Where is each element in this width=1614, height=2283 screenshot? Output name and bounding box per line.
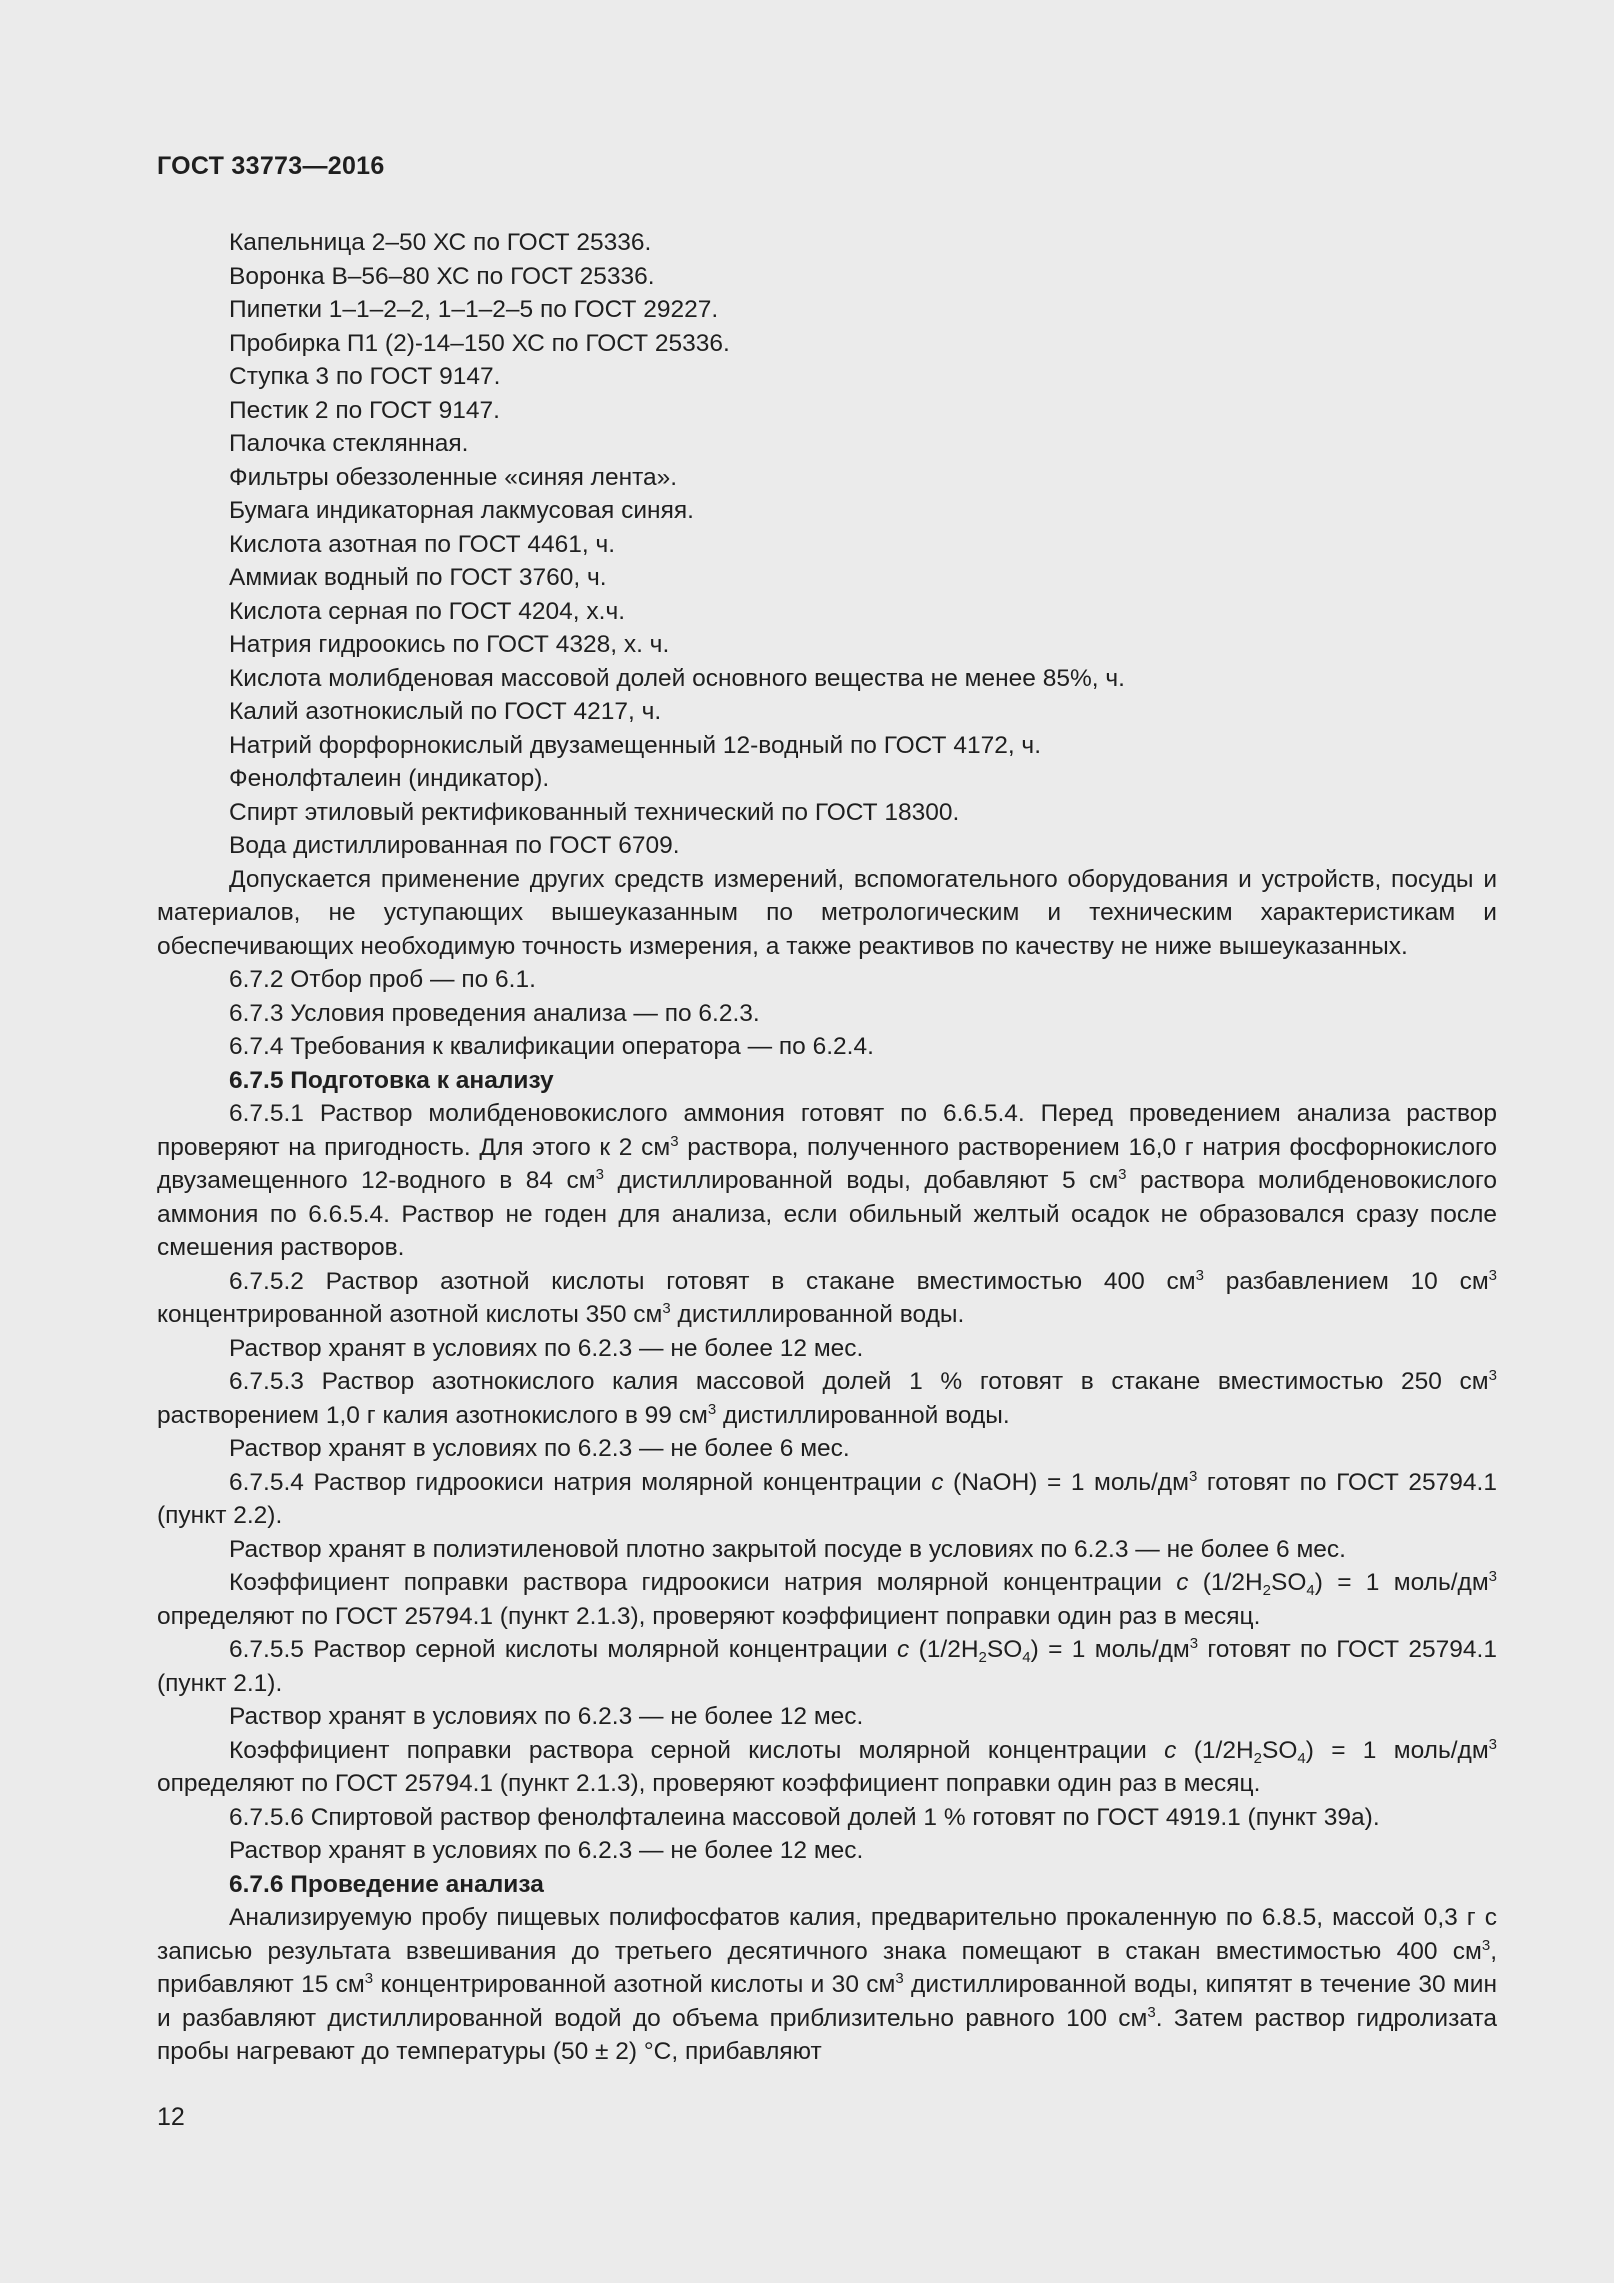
- list-item: Пипетки 1–1–2–2, 1–1–2–5 по ГОСТ 29227.: [229, 296, 719, 323]
- list-item: Бумага индикаторная лакмусовая синяя.: [229, 497, 694, 524]
- list-item: Калий азотнокислый по ГОСТ 4217, ч.: [229, 698, 662, 725]
- list-item: Кислота азотная по ГОСТ 4461, ч.: [229, 530, 616, 558]
- document-body: [157, 226, 1497, 2069]
- section-6-7-2: 6.7.2 Отбор проб — по 6.1.: [229, 966, 536, 993]
- list-item: Аммиак водный по ГОСТ 3760, ч.: [229, 564, 607, 591]
- document-header: ГОСТ 33773—2016: [157, 152, 385, 180]
- list-item: Пестик 2 по ГОСТ 9147.: [229, 396, 500, 424]
- section-6-7-5-3: 6.7.5.3 Раствор азотнокислого калия массовой долей 1 % готовят в стакане вместимостью 250 $см^3$ растворением 1,0 г калия азотнокислого в 99 $см^3$ дистиллированной воды.: [157, 1367, 1497, 1429]
- list-item: Палочка стеклянная.: [229, 430, 469, 457]
- analysis-procedure: Анализируемую пробу пищевых полифосфатов калия, предварительно прокаленную по 6.8.5, массой 0,3 г с записью результата взвешивания до третьего десятичного знака помещают в стакан вместимостью 400 $см^3$, прибавляют 15 $см^3$ концентрированной азотной кислоты и 30 $см^3$ дистиллированной воды, кипятят в течение 30 мин и разбавляют дистиллированной водой до объема приблизительно равного 100 $см^3$. Затем раствор гидролизата пробы нагревают до температуры (50 ± 2) °С, прибавляют: [157, 1904, 1497, 2065]
- section-6-7-5-heading: 6.7.5 Подготовка к анализу: [229, 1066, 554, 1094]
- list-item: Вода дистиллированная по ГОСТ 6709.: [229, 832, 680, 859]
- section-6-7-5-1: 6.7.5.1 Раствор молибденовокислого аммония готовят по 6.6.5.4. Перед проведением анализа раствор проверяют на пригодность. Для этого к 2 $см^3$ раствора, полученного растворением 16,0 г натрия фосфорнокислого двузамещенного 12-водного в 84 $см^3$ дистиллированной воды, добавляют 5 $см^3$ раствора молибденовокислого аммония по 6.6.5.4. Раствор не годен для анализа, если обильный желтый осадок не образовался сразу после смешения растворов.: [157, 1100, 1497, 1261]
- list-item: Воронка В–56–80 ХС по ГОСТ 25336.: [229, 262, 655, 290]
- coefficient-naoh: Коэффициент поправки раствора гидроокиси натрия молярной концентрации с $(1/2H_2SO_4) = 1$ моль/$дм^3$ определяют по ГОСТ 25794.1 (пункт 2.1.3), проверяют коэффициент поправки один раз в месяц.: [157, 1568, 1498, 1630]
- section-6-7-5-4: 6.7.5.4 Раствор гидроокиси натрия молярной концентрации с (NaOH) = 1 моль/$дм^3$ готовят по ГОСТ 25794.1 (пункт 2.2).: [157, 1467, 1497, 1529]
- section-6-7-5-6: 6.7.5.6 Спиртовой раствор фенолфталеина массовой долей 1 % готовят по ГОСТ 4919.1 (пункт 39а).: [229, 1803, 1380, 1831]
- list-item: Фенолфталеин (индикатор).: [229, 765, 550, 792]
- section-6-7-5-2: 6.7.5.2 Раствор азотной кислоты готовят в стакане вместимостью 400 $см^3$ разбавлением 10 $см^3$ концентрированной азотной кислоты 350 $см^3$ дистиллированной воды.: [157, 1266, 1498, 1328]
- storage-note: Раствор хранят в полиэтиленовой плотно закрытой посуде в условиях по 6.2.3 — не более 6 мес.: [229, 1535, 1346, 1563]
- storage-note: Раствор хранят в условиях по 6.2.3 — не более 12 мес.: [229, 1334, 864, 1362]
- page-number: 12: [157, 2103, 185, 2131]
- list-item: Кислота серная по ГОСТ 4204, х.ч.: [229, 597, 626, 625]
- list-item: Кислота молибденовая массовой долей основного вещества не менее 85%, ч.: [229, 664, 1125, 692]
- section-6-7-6-heading: 6.7.6 Проведение анализа: [229, 1870, 544, 1898]
- list-item: Натрия гидроокись по ГОСТ 4328, х. ч.: [229, 631, 670, 658]
- coefficient-h2so4: Коэффициент поправки раствора серной кислоты молярной концентрации с $(1/2H_2SO_4) = 1$ моль/$дм^3$ определяют по ГОСТ 25794.1 (пункт 2.1.3), проверяют коэффициент поправки один раз в месяц.: [157, 1735, 1498, 1797]
- storage-note: Раствор хранят в условиях по 6.2.3 — не более 6 мес.: [229, 1435, 850, 1462]
- section-6-7-3: 6.7.3 Условия проведения анализа — по 6.2.3.: [229, 999, 760, 1027]
- section-6-7-4: 6.7.4 Требования к квалификации оператора — по 6.2.4.: [229, 1033, 874, 1060]
- list-item: Ступка 3 по ГОСТ 9147.: [229, 363, 501, 390]
- list-item: Спирт этиловый ректификованный технический по ГОСТ 18300.: [229, 798, 960, 826]
- storage-note: Раствор хранят в условиях по 6.2.3 — не более 12 мес.: [229, 1703, 864, 1730]
- section-6-7-5-5: 6.7.5.5 Раствор серной кислоты молярной концентрации с $(1/2H_2SO_4) = 1$ моль/$дм^3$ готовят по ГОСТ 25794.1 (пункт 2.1).: [157, 1635, 1497, 1697]
- list-item: Натрий форфорнокислый двузамещенный 12-водный по ГОСТ 4172, ч.: [229, 731, 1042, 759]
- storage-note: Раствор хранят в условиях по 6.2.3 — не более 12 мес.: [229, 1837, 864, 1864]
- list-item: Пробирка П1 (2)-14–150 ХС по ГОСТ 25336.: [229, 329, 730, 357]
- equipment-list: [157, 226, 1497, 863]
- list-item: Капельница 2–50 ХС по ГОСТ 25336.: [229, 229, 652, 256]
- list-item: Фильтры обеззоленные «синяя лента».: [229, 463, 678, 491]
- paragraph-allowed: Допускается применение других средств измерений, вспомогательного оборудования и устройств, посуды и материалов, не уступающих вышеуказанным по метрологическим и техническим характеристикам и обеспечивающих необходимую точность измерения, а также реактивов по качеству не ниже вышеуказанных.: [157, 865, 1497, 960]
